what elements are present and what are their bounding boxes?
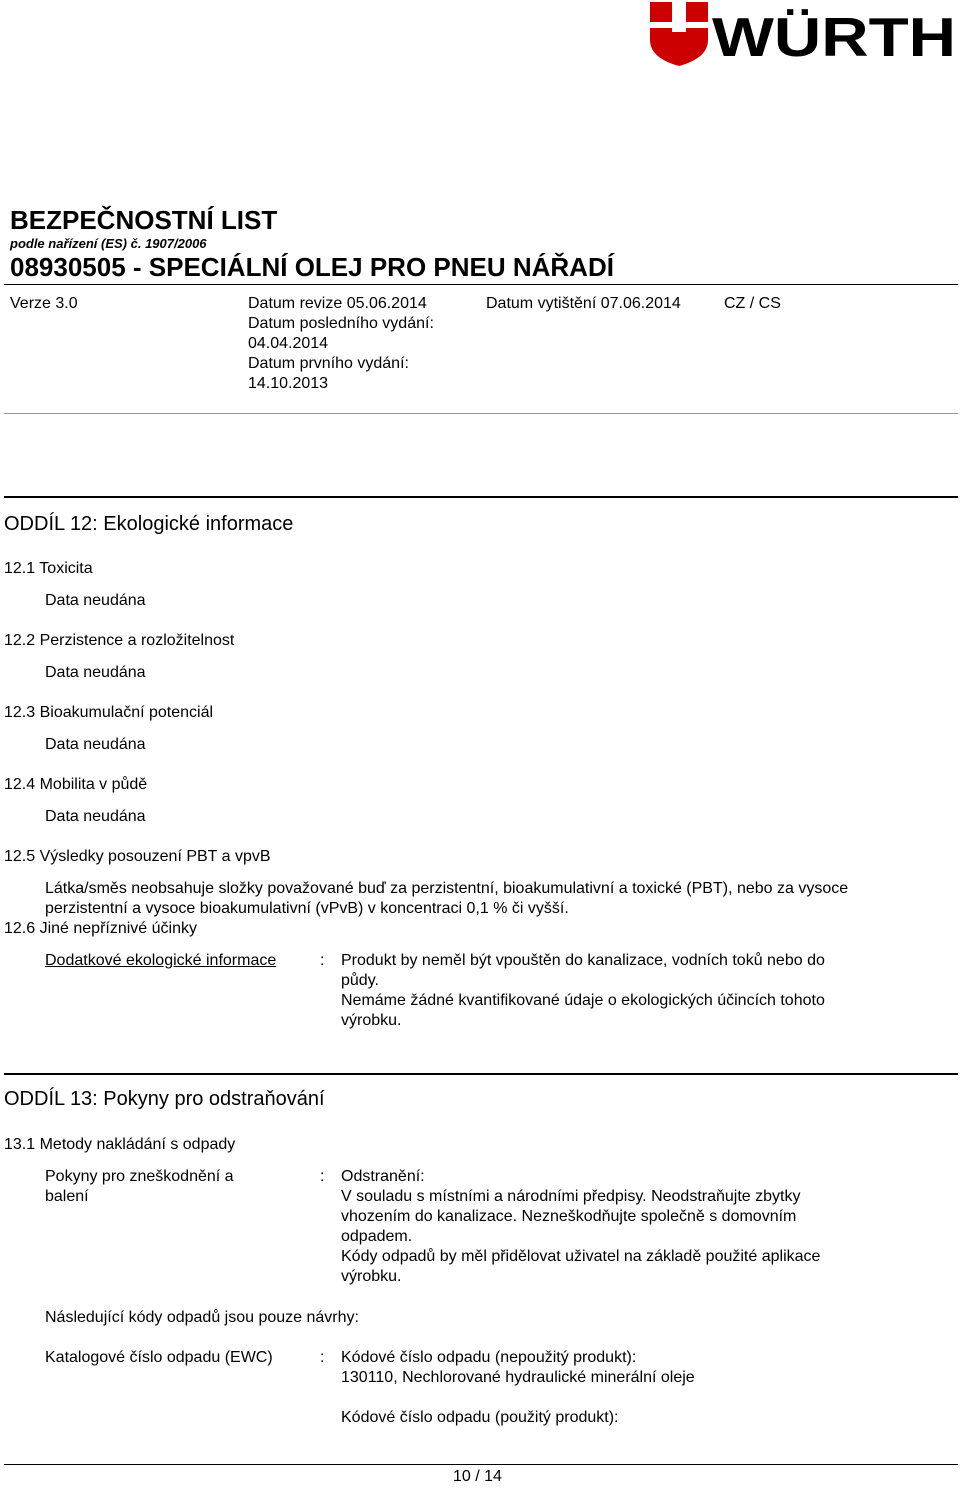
disposal-line-5: Kódy odpadů by měl přidělovat uživatel na základě použité aplikace: [341, 1248, 821, 1265]
subsection-12-3-text: Data neudána: [45, 736, 146, 753]
subsection-12-3-title: 12.3 Bioakumulační potenciál: [4, 704, 214, 721]
disposal-line-2: V souladu s místními a národními předpisy. Neodstraňujte zbytky: [341, 1188, 801, 1205]
regulation-note: podle nařízení (ES) č. 1907/2006: [10, 236, 207, 251]
wurth-logo: [648, 0, 958, 70]
ewc-label: Katalogové číslo odpadu (EWC): [45, 1349, 273, 1366]
revision-date: Datum revize 05.06.2014: [248, 295, 427, 312]
eco-info-label: Dodatkové ekologické informace: [45, 952, 277, 969]
eco-info-line-3: Nemáme žádné kvantifikované údaje o ekologických účincích tohoto: [341, 992, 825, 1009]
disposal-label-line-1: Pokyny pro zneškodnění a: [45, 1168, 234, 1185]
section-13-title: ODDÍL 13: Pokyny pro odstraňování: [4, 1088, 325, 1110]
brand-name: WÜRTH: [712, 6, 956, 68]
disposal-line-1: Odstranění:: [341, 1168, 425, 1185]
page-number: 10 / 14: [453, 1468, 502, 1485]
disposal-colon: :: [320, 1168, 325, 1185]
disposal-line-3: vhozením do kanalizace. Nezneškodňujte společně s domovním: [341, 1208, 797, 1225]
disposal-line-4: odpadem.: [341, 1228, 413, 1245]
subsection-12-4-title: 12.4 Mobilita v půdě: [4, 776, 148, 793]
section-12-rule: [4, 496, 958, 498]
subsection-12-2-text: Data neudána: [45, 664, 146, 681]
eco-info-line-1: Produkt by neměl být vpouštěn do kanalizace, vodních toků nebo do: [341, 952, 825, 969]
pbt-text-line-1: Látka/směs neobsahuje složky považované buď za perzistentní, bioakumulativní a toxické (PBT), nebo za vysoce: [45, 880, 849, 897]
product-name: 08930505 - SPECIÁLNÍ OLEJ PRO PNEU NÁŘADÍ: [10, 252, 614, 282]
subsection-12-6-title: 12.6 Jiné nepříznivé účinky: [4, 920, 197, 937]
version: Verze 3.0: [10, 295, 78, 312]
header-rule: [4, 284, 958, 285]
eco-info-colon: :: [320, 952, 325, 969]
ewc-line-1: Kódové číslo odpadu (nepoužitý produkt):: [341, 1349, 637, 1366]
first-issue-label: Datum prvního vydání:: [248, 355, 409, 372]
print-date: Datum vytištění 07.06.2014: [486, 295, 681, 312]
eco-info-line-4: výrobku.: [341, 1012, 402, 1029]
document-title: BEZPEČNOSTNÍ LIST: [10, 205, 278, 235]
ewc-line-3: Kódové číslo odpadu (použitý produkt):: [341, 1409, 619, 1426]
last-issue-label: Datum posledního vydání:: [248, 315, 434, 332]
section-12-title: ODDÍL 12: Ekologické informace: [4, 513, 294, 535]
header-bottom-rule: [4, 413, 958, 414]
subsection-12-5-title: 12.5 Výsledky posouzení PBT a vpvB: [4, 848, 271, 865]
waste-codes-note: Následující kódy odpadů jsou pouze návrhy:: [45, 1309, 359, 1326]
last-issue-value: 04.04.2014: [248, 335, 329, 352]
locale: CZ / CS: [724, 295, 781, 312]
section-13-rule: [4, 1073, 958, 1075]
subsection-12-1-text: Data neudána: [45, 592, 146, 609]
ewc-line-2: 130110, Nechlorované hydraulické minerální oleje: [341, 1369, 695, 1386]
first-issue-value: 14.10.2013: [248, 375, 329, 392]
subsection-13-1-title: 13.1 Metody nakládání s odpady: [4, 1136, 236, 1153]
ewc-colon: :: [320, 1349, 325, 1366]
disposal-label-line-2: balení: [45, 1188, 89, 1205]
disposal-line-6: výrobku.: [341, 1268, 402, 1285]
subsection-12-2-title: 12.2 Perzistence a rozložitelnost: [4, 632, 235, 649]
subsection-12-1-title: 12.1 Toxicita: [4, 560, 93, 577]
pbt-text-line-2: perzistentní a vysoce bioakumulativní (vPvB) v koncentraci 0,1 % či vyšší.: [45, 900, 569, 917]
subsection-12-4-text: Data neudána: [45, 808, 146, 825]
wurth-emblem: [650, 2, 708, 66]
eco-info-line-2: půdy.: [341, 972, 379, 989]
footer-rule: [4, 1464, 958, 1465]
